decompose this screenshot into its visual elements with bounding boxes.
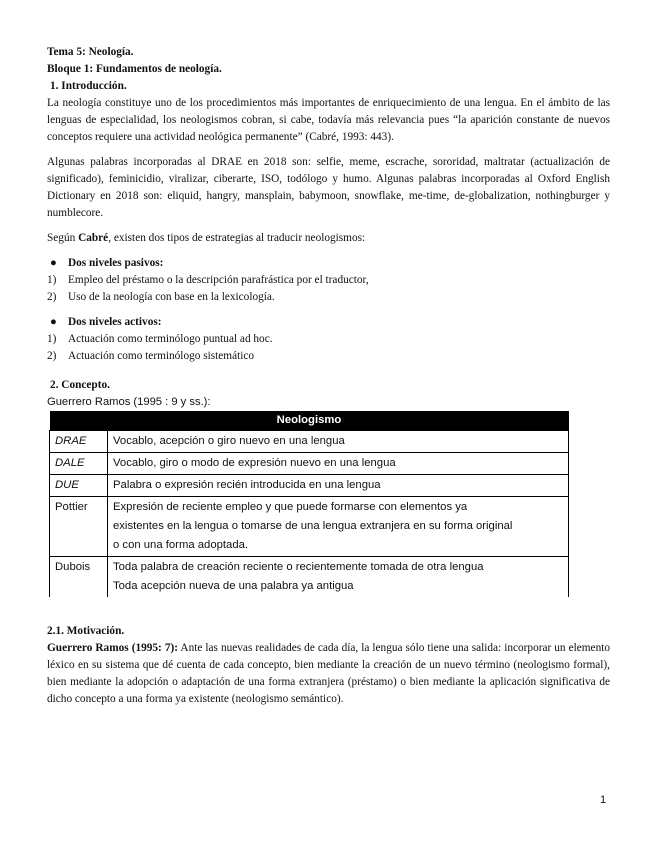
table-row <box>50 497 569 557</box>
table-cell-definition: Toda palabra de creación reciente o recientemente tomada de otra lengua Toda acepción nueva de una palabra ya antigua <box>108 557 569 598</box>
section-1-title: 1. Introducción. <box>50 80 127 92</box>
neologism-definitions-table <box>49 411 569 597</box>
page-number: 1 <box>600 794 607 806</box>
intro-paragraph-3: Según Cabré, existen dos tipos de estrategias al traducir neologismos: <box>47 232 366 244</box>
table-row <box>50 557 569 598</box>
table-row <box>50 453 569 475</box>
table-cell-key: Pottier <box>50 497 108 557</box>
list-item: 2) Actuación como terminólogo sistemático <box>47 350 255 362</box>
list-item: 1) Actuación como terminólogo puntual ad hoc. <box>47 333 273 345</box>
passive-levels-heading: ● Dos niveles pasivos: <box>47 255 610 272</box>
table-source: Guerrero Ramos (1995 : 9 y ss.): <box>47 396 211 408</box>
list-item: 2) Uso de la neología con base en la lexicología. <box>47 291 275 303</box>
table-row <box>50 475 569 497</box>
table-cell-definition: Vocablo, acepción o giro nuevo en una lengua <box>108 431 569 453</box>
bullet-icon: ● <box>50 257 57 269</box>
section-2-1-title: 2.1. Motivación. <box>47 625 125 637</box>
table-cell-key: DUE <box>50 475 108 497</box>
active-levels-heading: ● Dos niveles activos: <box>47 314 610 331</box>
table-cell-definition: Palabra o expresión recién introducida en una lengua <box>108 475 569 497</box>
intro-paragraph-2: Algunas palabras incorporadas al DRAE en 2018 son: selfie, meme, escrache, sororidad, maltratar (actualización de significado), feminicidio, viralizar, ciberarte, ISO, todólogo y humo. Algunas palabras incorporadas al Oxford English Dictionary en 2018 son: eliquid, hangry, mansplain, babymoon, snowflake, me-time, de-globalization, nothingburger y numblecore. <box>47 156 610 219</box>
table-cell-definition: Expresión de reciente empleo y que puede formarse con elementos ya existentes en la lengua o tomarse de una lengua extranjera en su forma original o con una forma adoptada. <box>108 497 569 557</box>
table-cell-key: Dubois <box>50 557 108 598</box>
table-header: Neologismo <box>50 411 569 431</box>
intro-paragraph-1: La neología constituye uno de los procedimientos más importantes de enriquecimiento de una lengua. En el ámbito de las lenguas de especialidad, los neologismos cobran, si cabe, todavía más relevancia pues “la aparición constante de nuevos conceptos requiere una actividad neológica permanente” (Cabré, 1993: 443). <box>47 97 610 143</box>
table-cell-definition: Vocablo, giro o modo de expresión nuevo en una lengua <box>108 453 569 475</box>
section-2-title: 2. Concepto. <box>50 379 110 391</box>
topic-title: Tema 5: Neología. <box>47 46 134 58</box>
bullet-icon: ● <box>50 316 57 328</box>
motivation-paragraph: Guerrero Ramos (1995: 7): Ante las nuevas realidades de cada día, la lengua sólo tiene una salida: incorporar un elemento léxico en su sistema que dé cuenta de cada concepto, bien mediante la creación de un nuevo término (neologismo formal), bien mediante la adopción o adaptación de una forma extranjera (préstamo) o bien mediante la aplicación significativa de dicho concepto a una forma ya existente (neologismo semántico). <box>47 642 611 705</box>
table-cell-key: DALE <box>50 453 108 475</box>
document-page <box>47 44 610 708</box>
table-row <box>50 431 569 453</box>
table-cell-key: DRAE <box>50 431 108 453</box>
block-title: Bloque 1: Fundamentos de neología. <box>47 63 222 75</box>
list-item: 1) Empleo del préstamo o la descripción parafrástica por el traductor, <box>47 274 369 286</box>
